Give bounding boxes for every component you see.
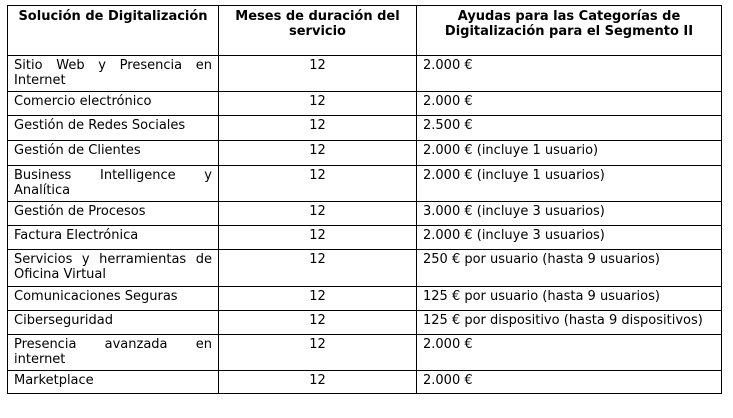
table-row (8, 166, 722, 202)
months-cell: 12 (219, 92, 417, 116)
solution-cell: Servicios y herramientas de Oficina Virtual (8, 250, 219, 287)
aid-cell: 250 € por usuario (hasta 9 usuarios) (417, 250, 722, 287)
table-row (8, 92, 722, 116)
solution-cell: Business Intelligence y Analítica (8, 166, 219, 202)
aid-cell: 125 € por usuario (hasta 9 usuarios) (417, 287, 722, 311)
aid-cell: 2.000 € (417, 371, 722, 394)
table-row (8, 141, 722, 166)
table-row (8, 311, 722, 335)
table-row (8, 226, 722, 250)
aid-cell: 2.000 € (incluye 1 usuario) (417, 141, 722, 166)
header-aid: Ayudas para las Categorías de Digitalización para el Segmento II (417, 6, 722, 56)
months-cell: 12 (219, 166, 417, 202)
months-cell: 12 (219, 371, 417, 394)
table-header-row (8, 6, 722, 56)
table-row (8, 371, 722, 394)
table-row (8, 56, 722, 92)
table-row (8, 250, 722, 287)
solution-cell: Gestión de Redes Sociales (8, 116, 219, 141)
aid-cell: 125 € por dispositivo (hasta 9 dispositivos) (417, 311, 722, 335)
months-cell: 12 (219, 250, 417, 287)
solution-cell: Presencia avanzada en internet (8, 335, 219, 371)
aid-cell: 2.000 € (incluye 3 usuarios) (417, 226, 722, 250)
months-cell: 12 (219, 56, 417, 92)
months-cell: 12 (219, 202, 417, 226)
aid-cell: 2.000 € (417, 335, 722, 371)
solution-cell: Factura Electrónica (8, 226, 219, 250)
table-row (8, 202, 722, 226)
digitalization-aid-table-container (7, 5, 722, 394)
solution-cell: Comunicaciones Seguras (8, 287, 219, 311)
months-cell: 12 (219, 335, 417, 371)
months-cell: 12 (219, 116, 417, 141)
months-cell: 12 (219, 141, 417, 166)
months-cell: 12 (219, 311, 417, 335)
table-row (8, 335, 722, 371)
solution-cell: Gestión de Clientes (8, 141, 219, 166)
solution-cell: Sitio Web y Presencia en Internet (8, 56, 219, 92)
aid-cell: 2.000 € (incluye 1 usuarios) (417, 166, 722, 202)
solution-cell: Ciberseguridad (8, 311, 219, 335)
header-months: Meses de duración del servicio (219, 6, 417, 56)
months-cell: 12 (219, 287, 417, 311)
digitalization-aid-table (7, 5, 722, 394)
months-cell: 12 (219, 226, 417, 250)
header-solution: Solución de Digitalización (8, 6, 219, 56)
solution-cell: Marketplace (8, 371, 219, 394)
aid-cell: 2.500 € (417, 116, 722, 141)
aid-cell: 3.000 € (incluye 3 usuarios) (417, 202, 722, 226)
solution-cell: Gestión de Procesos (8, 202, 219, 226)
aid-cell: 2.000 € (417, 56, 722, 92)
aid-cell: 2.000 € (417, 92, 722, 116)
solution-cell: Comercio electrónico (8, 92, 219, 116)
table-row (8, 287, 722, 311)
table-row (8, 116, 722, 141)
